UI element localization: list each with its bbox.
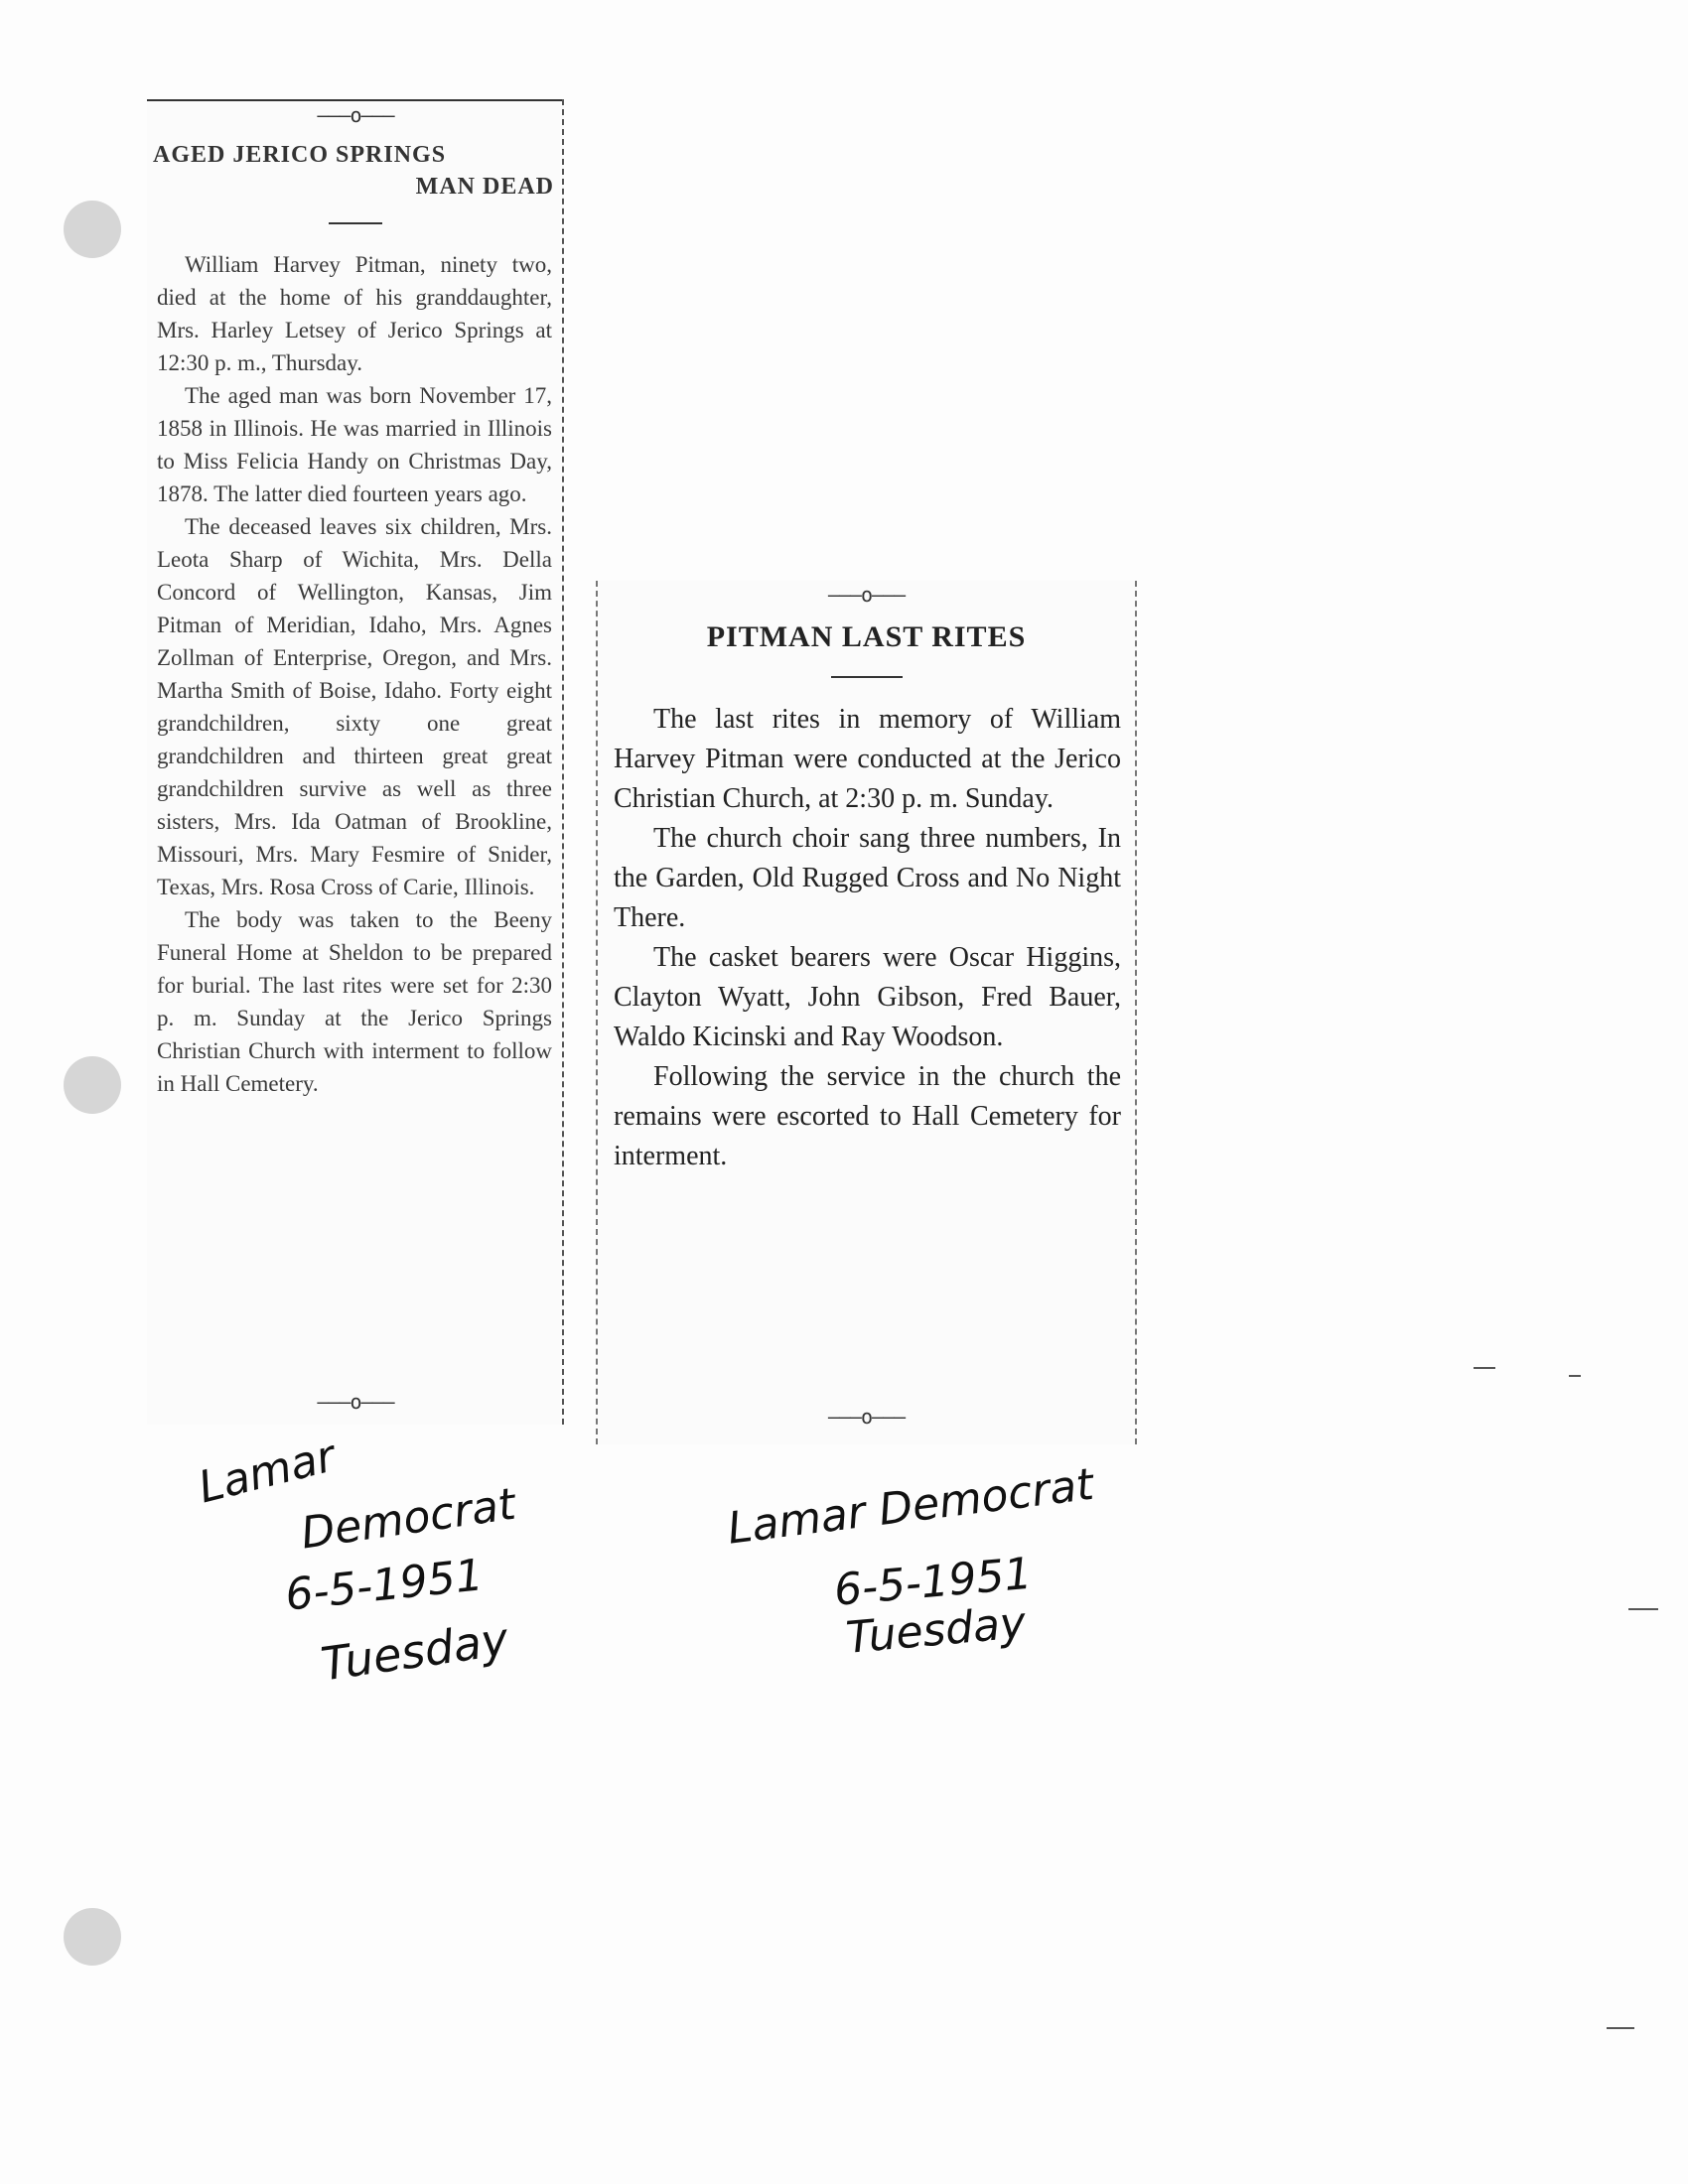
headline	[147, 139, 564, 203]
punch-hole	[64, 201, 121, 258]
headline-line-2: MAN DEAD	[415, 174, 554, 200]
obituary-clipping	[147, 99, 564, 1425]
article-body	[157, 248, 552, 1100]
ornament-divider: ———o———	[317, 1390, 394, 1414]
handwritten-note: Lamar Democrat	[725, 1458, 1097, 1555]
scan-speck	[1607, 2027, 1634, 2029]
handwritten-note: Democrat	[298, 1478, 519, 1560]
handwritten-date: 6-5-1951	[283, 1550, 486, 1621]
paragraph: The aged man was born November 17, 1858 in Illinois. He was married in Illinois to Miss Felicia Handy on Christmas Day, 1878. The latter died fourteen years ago.	[157, 383, 552, 506]
handwritten-date: 6-5-1951	[832, 1548, 1035, 1616]
top-rule	[147, 99, 564, 101]
headline-divider	[831, 676, 903, 678]
clipping-edge	[596, 581, 598, 1444]
paragraph: The body was taken to the Beeny Funeral Home at Sheldon to be prepared for burial. The last rites were set for 2:30 p. m. Sunday at the Jerico Springs Christian Church with interment to follow in Hall Cemetery.	[157, 907, 552, 1096]
scan-speck	[1569, 1375, 1581, 1377]
handwritten-day: Tuesday	[318, 1611, 512, 1692]
ornament-divider: ———o———	[827, 1405, 906, 1429]
paragraph: William Harvey Pitman, ninety two, died at the home of his granddaughter, Mrs. Harley Letsey of Jerico Springs at 12:30 p. m., Thursday.	[157, 252, 552, 375]
paragraph: The church choir sang three numbers, In the Garden, Old Rugged Cross and No Night There.	[614, 823, 1121, 933]
paragraph: The casket bearers were Oscar Higgins, Clayton Wyatt, John Gibson, Fred Bauer, Waldo Kicinski and Ray Woodson.	[614, 942, 1121, 1052]
funeral-clipping	[596, 581, 1137, 1444]
paragraph: The deceased leaves six children, Mrs. Leota Sharp of Wichita, Mrs. Della Concord of Wellington, Kansas, Jim Pitman of Meridian, Idaho, Mrs. Agnes Zollman of Enterprise, Oregon, and Mrs. Martha Smith of Boise, Idaho. Forty eight grandchildren, sixty one great grandchildren and thirteen great great grandchildren survive as well as three sisters, Mrs. Ida Oatman of Brookline, Missouri, Mrs. Mary Fesmire of Snider, Texas, Mrs. Rosa Cross of Carie, Illinois.	[157, 514, 552, 899]
scan-speck	[1628, 1608, 1658, 1610]
ornament-divider: ———o———	[827, 583, 906, 607]
punch-hole	[64, 1908, 121, 1966]
paragraph: The last rites in memory of William Harvey Pitman were conducted at the Jerico Christian Church, at 2:30 p. m. Sunday.	[614, 704, 1121, 814]
headline-line-1: AGED JERICO SPRINGS	[153, 142, 447, 168]
headline: PITMAN LAST RITES	[706, 620, 1027, 653]
punch-hole	[64, 1056, 121, 1114]
paragraph: Following the service in the church the remains were escorted to Hall Cemetery for interment.	[614, 1061, 1121, 1171]
headline-divider	[329, 222, 382, 224]
article-body	[614, 700, 1121, 1176]
clipping-edge	[1135, 581, 1137, 1444]
ornament-divider: ———o———	[317, 103, 394, 127]
scan-speck	[1474, 1367, 1495, 1369]
clipping-edge	[562, 99, 564, 1425]
handwritten-note: Lamar	[194, 1431, 341, 1514]
handwritten-day: Tuesday	[844, 1597, 1029, 1664]
